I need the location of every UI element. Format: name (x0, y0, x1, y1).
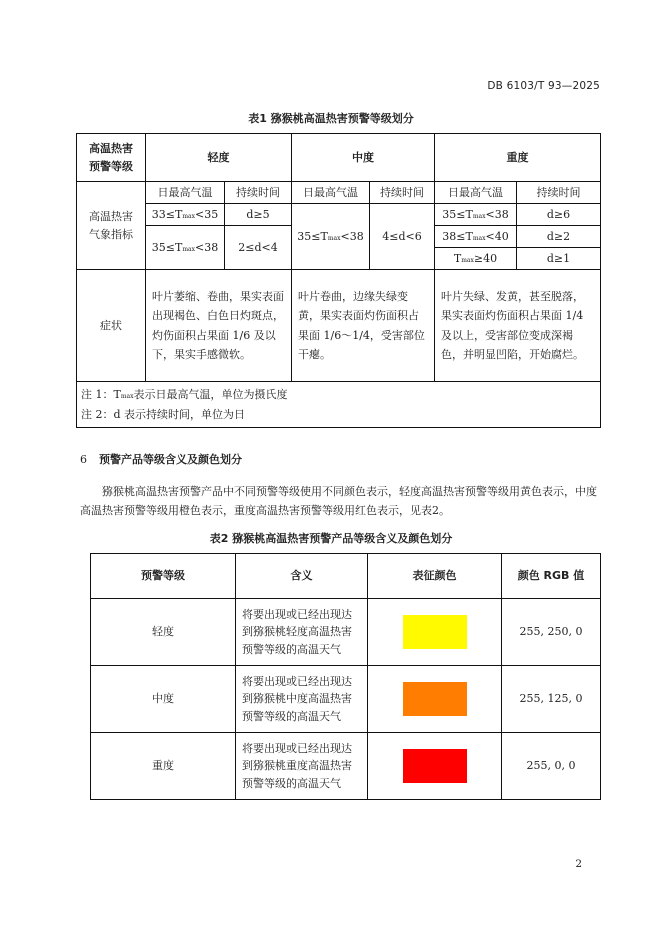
t2-header-rgb: 颜色 RGB 值 (502, 554, 601, 599)
header-corner (77, 134, 146, 182)
t2-meaning-moderate: 将要出现或已经出现达到猕猴桃中度高温热害预警等级的高温天气 (236, 666, 368, 733)
color-swatch-red (403, 749, 467, 783)
section-paragraph: 猕猴桃高温热害预警产品中不同预警等级使用不同颜色表示，轻度高温热害预警等级用黄色表示，中度高温热害预警等级用橙色表示，重度高温热害预警等级用红色表示，见表2。 (80, 485, 597, 517)
t2-rgb-mild: 255, 250, 0 (502, 599, 601, 666)
severe-temp-3: Tmax≥40 (435, 248, 517, 270)
t2-color-cell-mild (368, 599, 502, 666)
color-swatch-yellow (403, 615, 467, 649)
table1-caption: 表1 猕猴桃高温热害预警等级划分 (248, 112, 414, 125)
subheader-temp-severe: 日最高气温 (435, 182, 517, 204)
symptom-moderate: 叶片卷曲，边缘失绿变黄，果实表面灼伤面积占果面 1/6～1/4，受害部位干瘪。 (292, 270, 435, 382)
moderate-duration: 4≤d<6 (370, 204, 435, 270)
t2-level-severe: 重度 (91, 733, 236, 800)
table1-notes (77, 382, 601, 428)
subheader-duration-mild: 持续时间 (225, 182, 292, 204)
t2-color-cell-severe (368, 733, 502, 800)
mild-duration-1: d≥5 (225, 204, 292, 226)
t2-rgb-severe: 255, 0, 0 (502, 733, 601, 800)
row-label-symptom: 症状 (77, 270, 146, 382)
header-moderate: 中度 (292, 134, 435, 182)
t2-level-moderate: 中度 (91, 666, 236, 733)
t2-header-level: 预警等级 (91, 554, 236, 599)
symptom-severe: 叶片失绿、发黄，甚至脱落，果实表面灼伤面积占果面 1/4 及以上，受害部位变成深褐色，并明显凹陷，开始腐烂。 (435, 270, 601, 382)
header-corner-line1: 高温热害 (89, 141, 133, 155)
table2-caption: 表2 猕猴桃高温热害预警产品等级含义及颜色划分 (209, 532, 453, 545)
mild-temp-2: 35≤Tmax<38 (146, 226, 225, 270)
note-2: 注 2：d 表示持续时间，单位为日 (81, 407, 246, 421)
severe-duration-3: d≥1 (517, 248, 601, 270)
section-number: 6 (80, 453, 87, 466)
section-heading (80, 451, 242, 467)
t2-color-cell-moderate (368, 666, 502, 733)
subheader-duration-severe: 持续时间 (517, 182, 601, 204)
document-code: DB 6103/T 93—2025 (487, 80, 600, 92)
note-1: 注 1：Tmax表示日最高气温，单位为摄氏度 (81, 388, 288, 402)
section-title: 预警产品等级含义及颜色划分 (99, 453, 242, 466)
t2-level-mild: 轻度 (91, 599, 236, 666)
severe-temp-1: 35≤Tmax<38 (435, 204, 517, 226)
t2-meaning-mild: 将要出现或已经出现达到猕猴桃轻度高温热害预警等级的高温天气 (236, 599, 368, 666)
page-number: 2 (575, 858, 582, 870)
row-label-weather-line1: 高温热害 (89, 209, 133, 223)
mild-duration-2: 2≤d<4 (225, 226, 292, 270)
warning-level-table (76, 133, 601, 428)
row-label-weather-line2: 气象指标 (89, 227, 133, 241)
moderate-temp: 35≤Tmax<38 (292, 204, 370, 270)
subheader-temp-mild: 日最高气温 (146, 182, 225, 204)
mild-temp-1: 33≤Tmax<35 (146, 204, 225, 226)
severe-duration-2: d≥2 (517, 226, 601, 248)
severe-duration-1: d≥6 (517, 204, 601, 226)
severe-temp-2: 38≤Tmax<40 (435, 226, 517, 248)
t2-meaning-severe: 将要出现或已经出现达到猕猴桃重度高温热害预警等级的高温天气 (236, 733, 368, 800)
header-corner-line2: 预警等级 (89, 159, 133, 173)
color-swatch-orange (403, 682, 467, 716)
header-severe: 重度 (435, 134, 601, 182)
t2-header-meaning: 含义 (236, 554, 368, 599)
subheader-duration-moderate: 持续时间 (370, 182, 435, 204)
subheader-temp-moderate: 日最高气温 (292, 182, 370, 204)
warning-color-table (90, 553, 601, 800)
row-label-weather (77, 182, 146, 270)
header-mild: 轻度 (146, 134, 292, 182)
t2-rgb-moderate: 255, 125, 0 (502, 666, 601, 733)
t2-header-color: 表征颜色 (368, 554, 502, 599)
symptom-mild: 叶片萎缩、卷曲，果实表面出现褐色、白色日灼斑点，灼伤面积占果面 1/6 及以下，果实手感微软。 (146, 270, 292, 382)
